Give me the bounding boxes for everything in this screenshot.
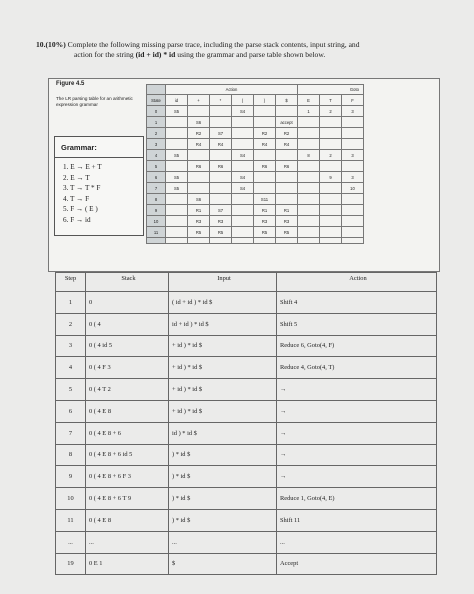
trace-stack-cell: ...: [86, 531, 169, 553]
state-number: 9: [147, 205, 166, 216]
trace-input-cell: ...: [169, 531, 277, 553]
parse-table-cell: [320, 227, 342, 238]
grammar-rule: 5. F → ( E ): [63, 205, 98, 213]
trace-action-cell: Accept: [277, 553, 437, 575]
state-number: 3: [147, 139, 166, 150]
parse-table-row: [147, 117, 364, 128]
parse-table-cell: R3: [210, 216, 232, 227]
parse-table-cell: [342, 194, 364, 205]
state-column-header: State: [147, 95, 166, 106]
parse-table-cell: [210, 172, 232, 183]
parse-table-column-header: F: [342, 95, 364, 106]
parse-table-row: [147, 128, 364, 139]
trace-action-cell: Shift 5: [277, 313, 437, 335]
parse-table-body: [147, 106, 364, 238]
trace-action-cell: →: [277, 422, 437, 444]
parse-table-cell: R2: [188, 128, 210, 139]
parse-table-cell: R4: [254, 139, 276, 150]
lr-parse-table: [146, 84, 364, 244]
trace-row: [56, 379, 437, 401]
trace-step-cell: 4: [56, 357, 86, 379]
state-number: 5: [147, 161, 166, 172]
trace-action-cell: →: [277, 400, 437, 422]
question-line1: Complete the following missing parse trace, including the parse stack contents, input string, and: [67, 40, 360, 49]
question-line2b: using the grammar and parse table shown below.: [177, 50, 326, 59]
state-number: 8: [147, 194, 166, 205]
parse-table-cell: [210, 106, 232, 117]
parse-table-cell: [298, 172, 320, 183]
figure-caption: The LR parsing table for an arithmetic expression grammar: [56, 96, 133, 107]
trace-stack-cell: 0 ( 4 E 8 + 6 T 9: [86, 488, 169, 510]
parse-table-cell: S4: [232, 150, 254, 161]
parse-table-cell: [166, 139, 188, 150]
trace-input-cell: ) * id $: [169, 509, 277, 531]
parse-table-cell: R5: [254, 227, 276, 238]
trace-row: [56, 531, 437, 553]
trace-step-cell: 5: [56, 379, 86, 401]
parse-table-row: [147, 139, 364, 150]
trace-stack-cell: 0 ( 4: [86, 313, 169, 335]
parse-table-cell: [188, 172, 210, 183]
question-number: 10.(10%): [36, 40, 66, 49]
goto-group-header: Goto: [298, 85, 364, 95]
parse-table-cell: [254, 106, 276, 117]
parse-table-row: [147, 161, 364, 172]
parse-table-row: [147, 183, 364, 194]
parse-table-cell: [166, 128, 188, 139]
trace-stack-cell: 0 ( 4 E 8: [86, 400, 169, 422]
trace-stack-cell: 0 E 1: [86, 553, 169, 575]
parse-table-cell: [342, 161, 364, 172]
parse-table-cell: 2: [320, 106, 342, 117]
trace-row: [56, 422, 437, 444]
trace-stack-cell: 0 ( 4 F 3: [86, 357, 169, 379]
parse-table-cell: [342, 128, 364, 139]
parse-table-cell: [320, 117, 342, 128]
parse-table-cell: [298, 216, 320, 227]
parse-table-cell: [232, 117, 254, 128]
parse-table-cell: R5: [210, 227, 232, 238]
parse-table-row: [147, 227, 364, 238]
grammar-rule: 1. E → E + T: [63, 163, 102, 171]
parse-table-cell: [342, 117, 364, 128]
parse-table-cell: [320, 128, 342, 139]
trace-input-cell: ( id + id ) * id $: [169, 292, 277, 314]
trace-row: [56, 444, 437, 466]
parse-table-cell: [298, 205, 320, 216]
trace-step-cell: ...: [56, 531, 86, 553]
parse-table-cell: [320, 161, 342, 172]
trace-row: [56, 509, 437, 531]
parse-table-column-header: $: [276, 95, 298, 106]
state-number: 6: [147, 172, 166, 183]
state-number: 11: [147, 227, 166, 238]
trace-stack-cell: 0: [86, 292, 169, 314]
parse-table-cell: [298, 161, 320, 172]
trace-step-cell: 9: [56, 466, 86, 488]
parse-table-cell: 9: [320, 172, 342, 183]
parse-table-column-header: id: [166, 95, 188, 106]
parse-table-row: [147, 106, 364, 117]
trace-input-cell: + id ) * id $: [169, 400, 277, 422]
trace-stack-cell: 0 ( 4 E 8 + 6 F 3: [86, 466, 169, 488]
parse-table-column-header: E: [298, 95, 320, 106]
parse-table-cell: R3: [254, 216, 276, 227]
trace-step-cell: 2: [56, 313, 86, 335]
parse-table-column-header: T: [320, 95, 342, 106]
parse-table-cell: [232, 205, 254, 216]
trace-step-cell: 6: [56, 400, 86, 422]
state-number: 0: [147, 106, 166, 117]
parse-table-cell: [320, 139, 342, 150]
grammar-rule: 3. T → T * F: [63, 184, 101, 192]
parse-table-cell: [210, 117, 232, 128]
trace-input-cell: id ) * id $: [169, 422, 277, 444]
trace-header-stack: Stack: [86, 273, 169, 292]
trace-row: [56, 553, 437, 575]
parse-table-cell: [276, 194, 298, 205]
parse-table-row: [147, 172, 364, 183]
state-number: 10: [147, 216, 166, 227]
trace-header-action: Action: [277, 273, 437, 292]
parse-table-cell: [188, 183, 210, 194]
trace-step-cell: 11: [56, 509, 86, 531]
parse-table-row: [147, 205, 364, 216]
trace-step-cell: 19: [56, 553, 86, 575]
parse-table-cell: R4: [276, 139, 298, 150]
parse-table-cell: R3: [276, 216, 298, 227]
parse-table-cell: [298, 128, 320, 139]
trace-action-cell: ...: [277, 531, 437, 553]
state-number: 1: [147, 117, 166, 128]
trace-stack-cell: 0 ( 4 id 5: [86, 335, 169, 357]
parse-table-cell: [276, 150, 298, 161]
state-number: 4: [147, 150, 166, 161]
parse-table-cell: accept: [276, 117, 298, 128]
parse-table-cell: [232, 128, 254, 139]
parse-table-cell: S5: [166, 150, 188, 161]
parse-table-cell: [232, 139, 254, 150]
parse-table-cell: R6: [188, 161, 210, 172]
parse-table-cell: [298, 117, 320, 128]
parse-table-cell: R5: [276, 227, 298, 238]
parse-table-cell: [232, 227, 254, 238]
parse-table-cell: [276, 183, 298, 194]
question-text: [36, 40, 446, 60]
grammar-rule: 2. E → T: [63, 173, 90, 182]
parse-table-cell: [320, 205, 342, 216]
grammar-title: Grammar:: [61, 143, 97, 152]
state-number: 7: [147, 183, 166, 194]
trace-action-cell: Reduce 4, Goto(4, T): [277, 357, 437, 379]
parse-table-cell: S7: [210, 205, 232, 216]
trace-step-cell: 10: [56, 488, 86, 510]
parse-table-column-header: *: [210, 95, 232, 106]
parse-table-cell: R5: [188, 227, 210, 238]
parse-table-cell: [298, 194, 320, 205]
trace-row: [56, 335, 437, 357]
trace-input-cell: + id ) * id $: [169, 357, 277, 379]
trace-action-cell: Reduce 1, Goto(4, E): [277, 488, 437, 510]
trace-action-cell: Shift 4: [277, 292, 437, 314]
parse-table-cell: 1: [298, 106, 320, 117]
parse-table-cell: R1: [254, 205, 276, 216]
parse-table-cell: [276, 172, 298, 183]
parse-table-cell: 2: [320, 150, 342, 161]
trace-action-cell: →: [277, 466, 437, 488]
parse-table-cell: [320, 183, 342, 194]
parse-table-cell: S6: [188, 117, 210, 128]
grammar-rule: 4. T → F: [63, 194, 90, 203]
parse-table-corner: [147, 85, 166, 95]
trace-stack-cell: 0 ( 4 E 8: [86, 509, 169, 531]
parse-table-cell: [166, 216, 188, 227]
trace-row: [56, 292, 437, 314]
parse-table-cell: 3: [342, 172, 364, 183]
parse-table-cell: [254, 117, 276, 128]
parse-table-cell: [210, 183, 232, 194]
parse-table-row: [147, 194, 364, 205]
parse-table-row: [147, 216, 364, 227]
trace-action-cell: →: [277, 379, 437, 401]
state-number: 2: [147, 128, 166, 139]
trace-header-row: [56, 273, 437, 292]
parse-table-cell: S5: [166, 183, 188, 194]
parse-table-cell: R2: [276, 128, 298, 139]
parse-table-column-header: ): [254, 95, 276, 106]
parse-table-cell: [232, 194, 254, 205]
trace-row: [56, 357, 437, 379]
trace-row: [56, 313, 437, 335]
trace-row: [56, 400, 437, 422]
parse-table-cell: [320, 194, 342, 205]
parse-table-column-header: +: [188, 95, 210, 106]
trace-step-cell: 1: [56, 292, 86, 314]
parse-table-cell: S4: [232, 183, 254, 194]
trace-step-cell: 7: [56, 422, 86, 444]
trace-action-cell: Reduce 6, Goto(4, F): [277, 335, 437, 357]
parse-table-cell: [342, 227, 364, 238]
parse-table-column-header: (: [232, 95, 254, 106]
parse-table-cell: S5: [166, 106, 188, 117]
parse-table-cell: S11: [254, 194, 276, 205]
parse-table-cell: R6: [276, 161, 298, 172]
parse-table-cell: [320, 216, 342, 227]
parse-table-cell: [166, 227, 188, 238]
parse-table-cell: [342, 216, 364, 227]
parse-trace-table: [55, 272, 437, 575]
parse-table-cell: S4: [232, 106, 254, 117]
trace-input-cell: + id ) * id $: [169, 379, 277, 401]
parse-table-cell: [298, 139, 320, 150]
trace-stack-cell: 0 ( 4 E 8 + 6 id 5: [86, 444, 169, 466]
trace-action-cell: →: [277, 444, 437, 466]
parse-table-cell: [210, 194, 232, 205]
parse-table-cell: [342, 205, 364, 216]
parse-table-cell: [166, 161, 188, 172]
parse-table-cell: S5: [166, 172, 188, 183]
parse-table-cell: R1: [188, 205, 210, 216]
parse-table-cell: [210, 150, 232, 161]
parse-table-cell: R1: [276, 205, 298, 216]
parse-table-cell: [232, 216, 254, 227]
question-string: (id + id) * id: [135, 50, 176, 59]
trace-input-cell: ) * id $: [169, 466, 277, 488]
parse-table-cell: [254, 172, 276, 183]
parse-table-cell: R4: [210, 139, 232, 150]
parse-table-cell: [276, 106, 298, 117]
parse-table-cell: 3: [342, 106, 364, 117]
parse-table-column-row: [147, 95, 364, 106]
parse-table-padding-row: [147, 238, 364, 244]
parse-table-cell: [254, 150, 276, 161]
parse-table-cell: S6: [188, 194, 210, 205]
parse-table-row: [147, 150, 364, 161]
action-group-header: Action: [166, 85, 298, 95]
grammar-rules: [55, 162, 143, 225]
grammar-box: [54, 136, 144, 236]
parse-table-cell: 8: [298, 150, 320, 161]
parse-table-cell: R2: [254, 128, 276, 139]
grammar-divider: [55, 157, 143, 158]
parse-table-cell: [166, 194, 188, 205]
parse-table-cell: R4: [188, 139, 210, 150]
trace-action-cell: Shift 11: [277, 509, 437, 531]
parse-table-cell: 10: [342, 183, 364, 194]
parse-table-group-row: [147, 85, 364, 95]
trace-input-cell: id + id ) * id $: [169, 313, 277, 335]
parse-table-cell: 3: [342, 150, 364, 161]
parse-table-cell: S4: [232, 172, 254, 183]
parse-table-cell: R6: [210, 161, 232, 172]
trace-stack-cell: 0 ( 4 E 8 + 6: [86, 422, 169, 444]
trace-header-input: Input: [169, 273, 277, 292]
figure-title: Figure 4.5: [56, 81, 85, 87]
trace-step-cell: 3: [56, 335, 86, 357]
trace-table-body: [56, 292, 437, 575]
parse-table-cell: S7: [210, 128, 232, 139]
trace-stack-cell: 0 ( 4 T 2: [86, 379, 169, 401]
trace-input-cell: + id ) * id $: [169, 335, 277, 357]
trace-row: [56, 466, 437, 488]
trace-row: [56, 488, 437, 510]
parse-table-cell: [298, 183, 320, 194]
trace-header-step: Step: [56, 273, 86, 292]
trace-input-cell: ) * id $: [169, 488, 277, 510]
trace-step-cell: 8: [56, 444, 86, 466]
parse-table-cell: R3: [188, 216, 210, 227]
grammar-rule: 6. F → id: [63, 215, 91, 224]
parse-table-cell: [188, 106, 210, 117]
question-line2a: action for the string: [74, 50, 134, 59]
parse-table-cell: [232, 161, 254, 172]
trace-input-cell: ) * id $: [169, 444, 277, 466]
parse-table-cell: [166, 117, 188, 128]
parse-table-cell: [254, 183, 276, 194]
parse-table-cell: [342, 139, 364, 150]
parse-table-cell: [166, 205, 188, 216]
trace-input-cell: $: [169, 553, 277, 575]
parse-table-cell: R6: [254, 161, 276, 172]
parse-table-cell: [188, 150, 210, 161]
parse-table-cell: [298, 227, 320, 238]
